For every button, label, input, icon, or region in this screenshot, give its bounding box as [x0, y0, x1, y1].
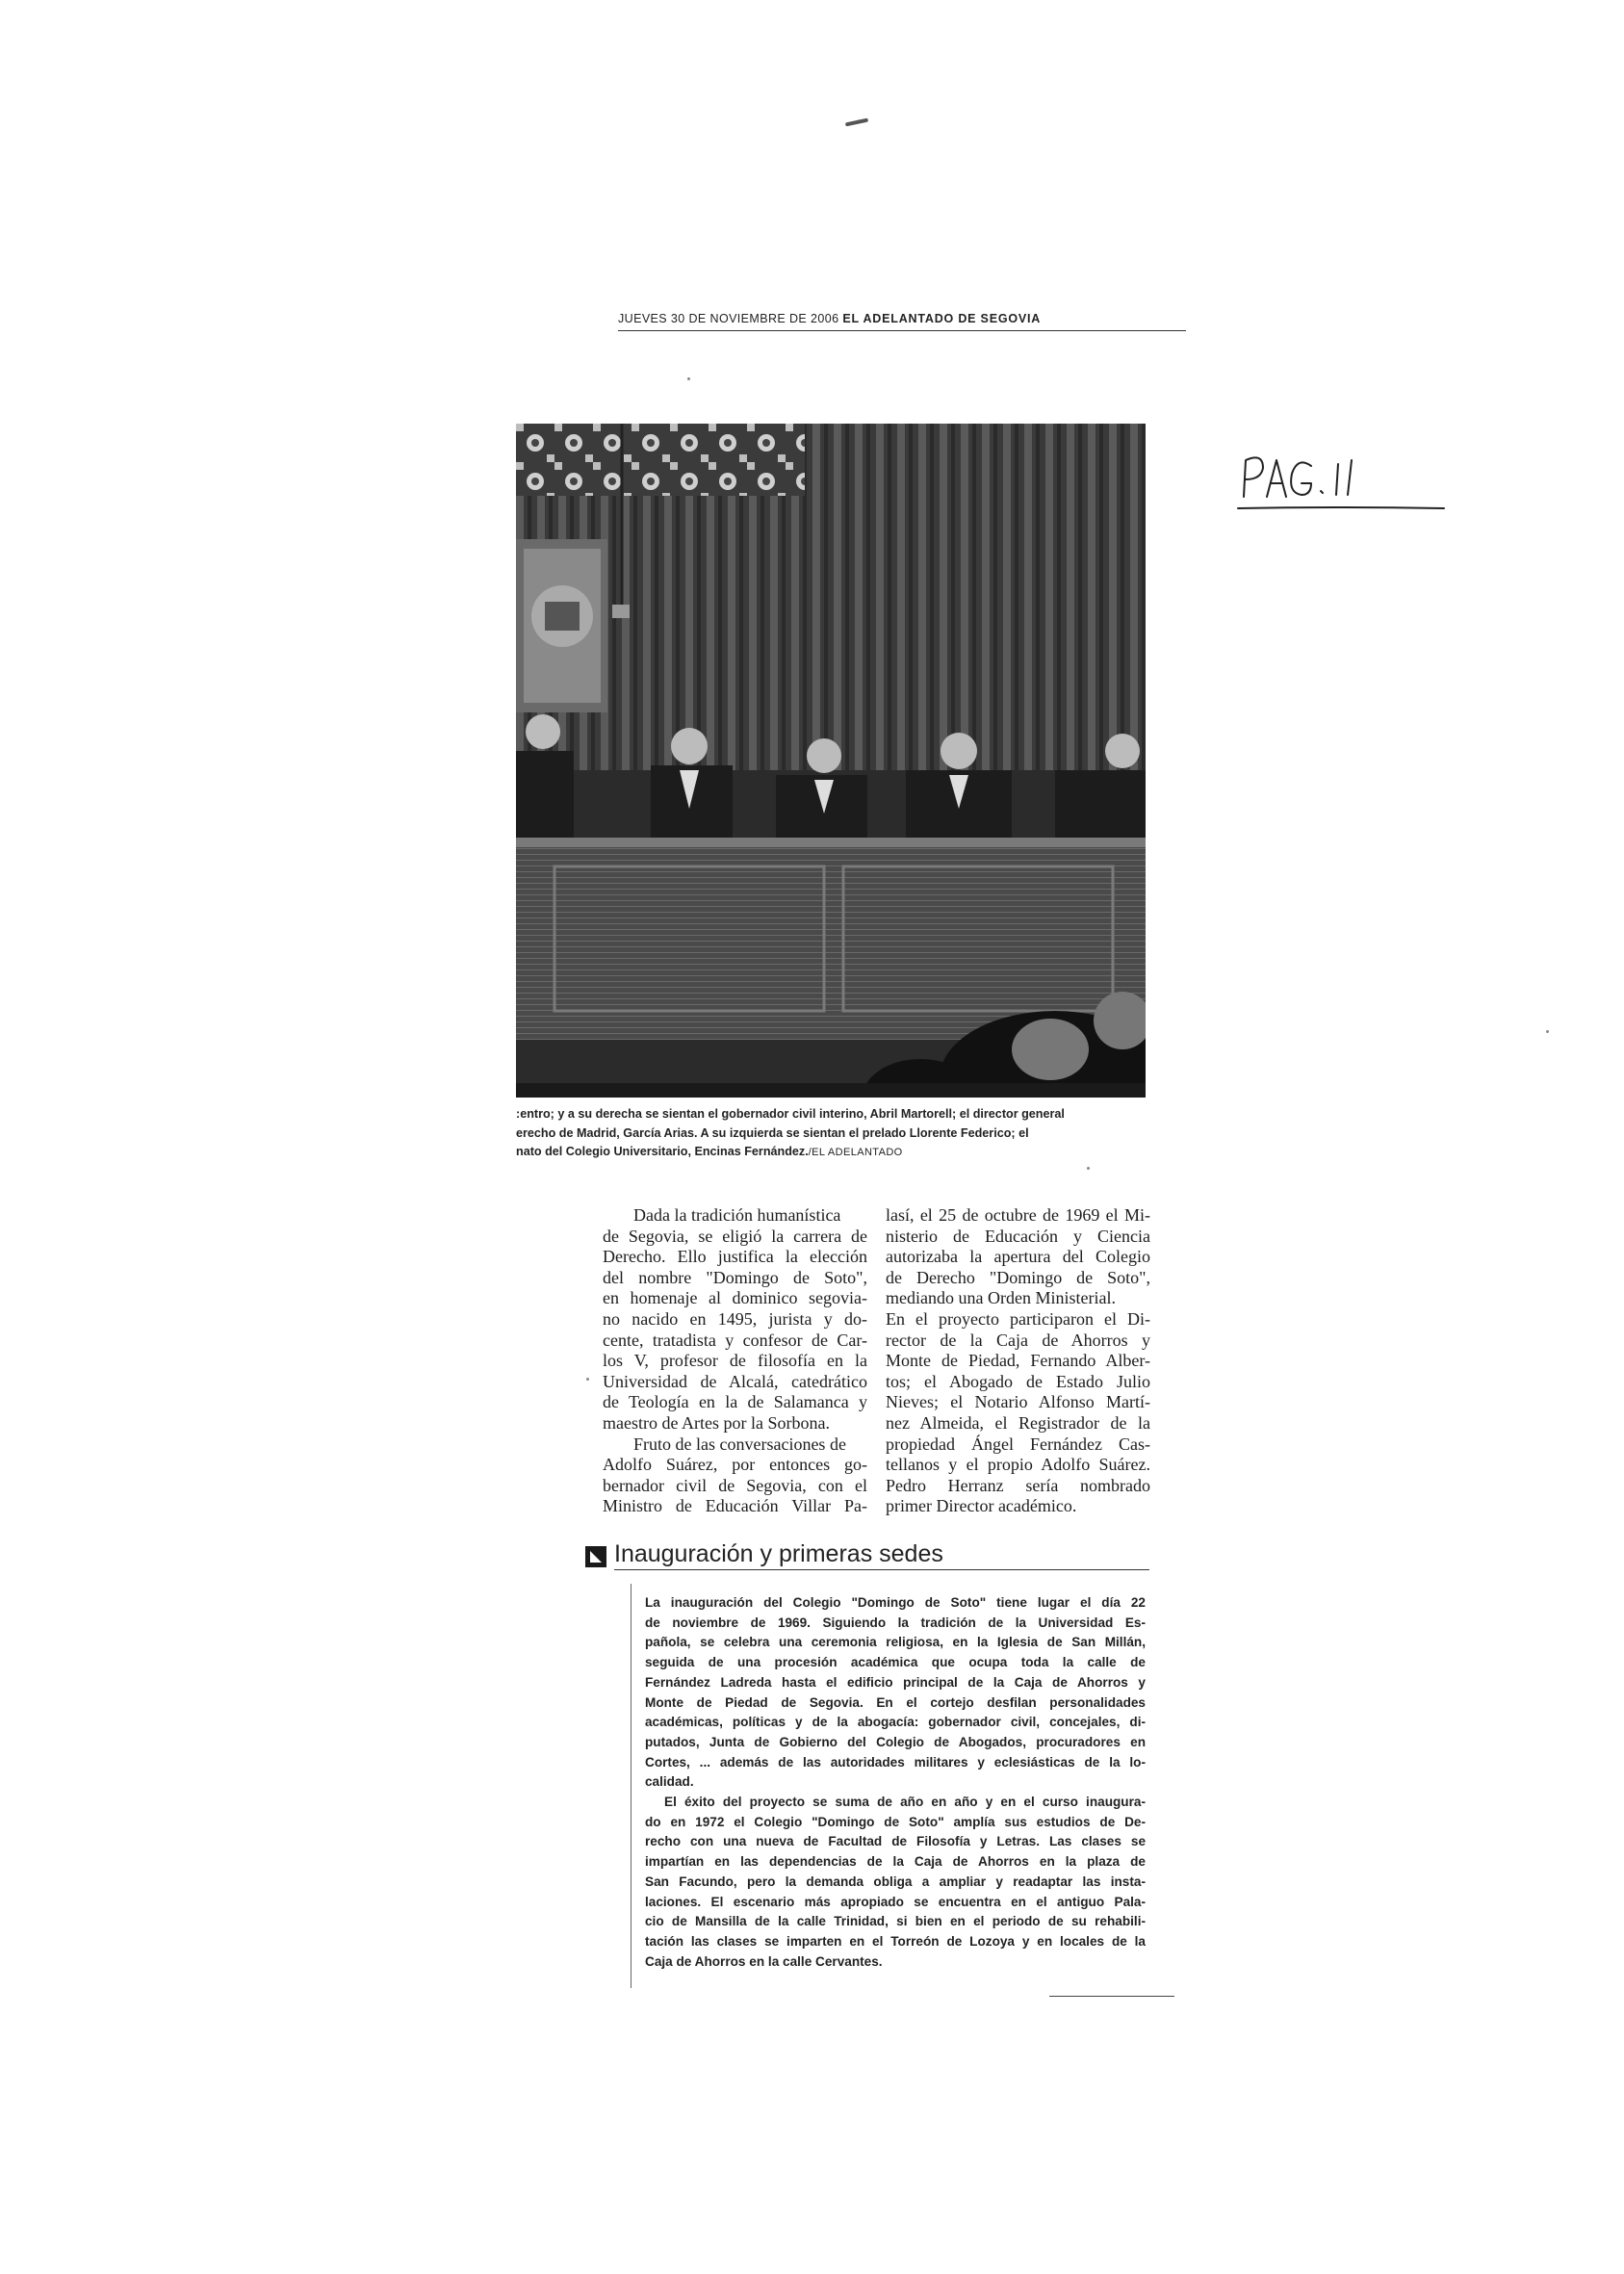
- section-line: Monte de Piedad de Segovia. En el cortejo desfilan personalidades: [645, 1694, 1146, 1710]
- article-line: nisterio de Educación y Ciencia: [886, 1226, 1150, 1246]
- section-line: San Facundo, pero la demanda obliga a ampliar y readaptar las insta-: [645, 1873, 1146, 1889]
- article-line: Derecho. Ello justifica la elección: [603, 1247, 867, 1267]
- header-date: JUEVES 30 DE NOVIEMBRE DE 2006: [618, 312, 839, 325]
- article-line: Pedro Herranz sería nombrado: [886, 1475, 1150, 1495]
- section-line: impartían en las dependencias de la Caja de Ahorros en la plaza de: [645, 1854, 1146, 1870]
- caption-line: [516, 1143, 1151, 1163]
- photo-credit: /EL ADELANTADO: [808, 1147, 903, 1158]
- section-line: El éxito del proyecto se suma de año en año y en el curso inaugura-: [664, 1795, 1146, 1810]
- section-line: Caja de Ahorros en la calle Cervantes.: [645, 1953, 883, 1969]
- section-header: [583, 1540, 1180, 1579]
- article-line: lasí, el 25 de octubre de 1969 el Mi-: [886, 1205, 1150, 1225]
- article-line: Monte de Piedad, Fernando Alber-: [886, 1351, 1150, 1371]
- article-line: no nacido en 1495, jurista y do-: [603, 1308, 867, 1329]
- section-title: Inauguración y primeras sedes: [614, 1540, 943, 1567]
- handwritten-annotation: [1234, 431, 1446, 528]
- section-title-rule: [614, 1569, 1149, 1570]
- section-line: pañola, se celebra una ceremonia religiosa, en la Iglesia de San Millán,: [645, 1635, 1146, 1650]
- section-line: de noviembre de 1969. Siguiendo la tradición de la Universidad Es-: [645, 1615, 1146, 1630]
- header-newspaper: EL ADELANTADO DE SEGOVIA: [842, 312, 1042, 325]
- photo-academic-ceremony: [516, 424, 1146, 1098]
- article-line: Nieves; el Notario Alfonso Martí-: [886, 1392, 1150, 1412]
- section-line: recho con una nueva de Facultad de Filosofía y Letras. Las clases se: [645, 1834, 1146, 1849]
- section-line: académicas, políticas y de la abogacía: gobernador civil, concejales, di-: [645, 1715, 1146, 1730]
- article-line: propiedad Ángel Fernández Cas-: [886, 1434, 1150, 1454]
- section-line: calidad.: [645, 1774, 694, 1790]
- article-line: Ministro de Educación Villar Pa-: [603, 1496, 867, 1516]
- section-line: do en 1972 el Colegio "Domingo de Soto" amplía sus estudios de De-: [645, 1814, 1146, 1829]
- article-line: Dada la tradición humanística: [633, 1205, 841, 1225]
- article-line: en homenaje al dominico segovia-: [603, 1288, 867, 1308]
- article-line: bernador civil de Segovia, con el: [603, 1475, 867, 1495]
- scan-speck: [687, 377, 690, 380]
- scan-speck: [1546, 1030, 1549, 1033]
- section-body: [645, 1593, 1146, 1972]
- section-line: seguida de una procesión académica que ocupa toda la calle de: [645, 1655, 1146, 1670]
- article-column-left: [603, 1205, 867, 1517]
- section-line: Cortes, ... además de las autoridades militares y eclesiásticas de la lo-: [645, 1754, 1146, 1770]
- article-line: maestro de Artes por la Sorbona.: [603, 1412, 830, 1433]
- header-rule: [618, 330, 1186, 331]
- article-line: tellanos y el propio Adolfo Suárez.: [886, 1455, 1150, 1475]
- photo-caption: [516, 1105, 1151, 1163]
- article-end-rule: [1049, 1996, 1174, 1997]
- caption-line: erecho de Madrid, García Arias. A su izquierda se sientan el prelado Llorente Federico; el: [516, 1125, 1029, 1140]
- caption-line-text: nato del Colegio Universitario, Encinas Fernández.: [516, 1145, 809, 1158]
- article-line: En el proyecto participaron el Di-: [886, 1308, 1150, 1329]
- article-line: autorizaba la apertura del Colegio: [886, 1247, 1150, 1267]
- section-line: tación las clases se imparten en el Torreón de Lozoya y en locales de la: [645, 1933, 1146, 1949]
- section-line: cio de Mansilla de la calle Trinidad, si bien en el periodo de su rehabili-: [645, 1914, 1146, 1929]
- article-line: del nombre "Domingo de Soto",: [603, 1267, 867, 1287]
- article-line: de Teología en la de Salamanca y: [603, 1392, 867, 1412]
- caption-line: :entro; y a su derecha se sientan el gobernador civil interino, Abril Martorell; el director general: [516, 1107, 1065, 1121]
- photo-of-academic-ceremony-icon: [516, 424, 1146, 1098]
- article-line: de Segovia, se eligió la carrera de: [603, 1226, 867, 1246]
- article-line: nez Almeida, el Registrador de la: [886, 1412, 1150, 1433]
- scan-speck: [586, 1378, 589, 1381]
- article-line: Adolfo Suárez, por entonces go-: [603, 1455, 867, 1475]
- article-column-right: [886, 1205, 1150, 1517]
- article-line: primer Director académico.: [886, 1496, 1077, 1516]
- article-line: de Derecho "Domingo de Soto",: [886, 1267, 1150, 1287]
- article-line: tos; el Abogado de Estado Julio: [886, 1371, 1150, 1391]
- article-line: rector de la Caja de Ahorros y: [886, 1330, 1150, 1350]
- section-line: La inauguración del Colegio "Domingo de Soto" tiene lugar el día 22: [645, 1595, 1146, 1610]
- section-line: laciones. El escenario más apropiado se encuentra en el antiguo Pala-: [645, 1894, 1146, 1909]
- article-line: Universidad de Alcalá, catedrático: [603, 1371, 867, 1391]
- section-line: putados, Junta de Gobierno del Colegio de Abogados, procuradores en: [645, 1734, 1146, 1749]
- section-line: Fernández Ladreda hasta el edificio principal de la Caja de Ahorros y: [645, 1674, 1146, 1690]
- scan-speck: [1087, 1167, 1090, 1170]
- section-side-rule: [631, 1584, 632, 1988]
- handwritten-annotation-drawing: [1234, 431, 1446, 528]
- section-marker-icon: [585, 1546, 606, 1567]
- article-line: mediando una Orden Ministerial.: [886, 1288, 1116, 1308]
- article-line: Fruto de las conversaciones de: [633, 1434, 846, 1454]
- article-line: cente, tratadista y confesor de Car-: [603, 1330, 867, 1350]
- page-header: [618, 312, 1186, 325]
- article-line: los V, profesor de filosofía en la: [603, 1351, 867, 1371]
- scan-smudge: [845, 118, 868, 127]
